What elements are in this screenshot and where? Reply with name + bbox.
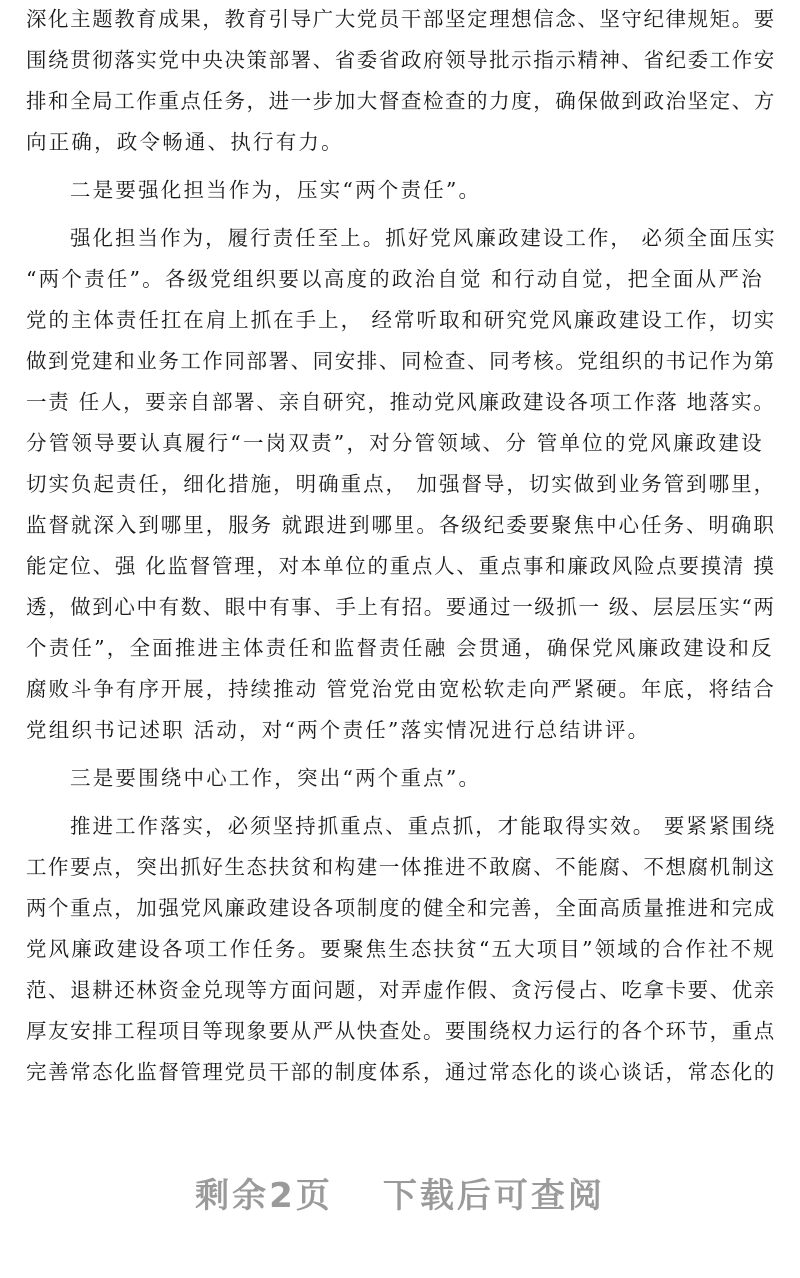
text-line: 排和全局工作重点任务，进一步加大督查检查的力度，确保做到政治坚定、方 bbox=[26, 89, 776, 113]
section-heading: 二是要强化担当作为，压实“两个责任”。 bbox=[70, 178, 482, 202]
text-line: 向正确，政令畅通、执行有力。 bbox=[26, 130, 344, 154]
text-line: 推进工作落实，必须坚持抓重点、重点抓，才能取得实效。 要紧紧围绕 bbox=[70, 814, 777, 838]
remaining-pages-label: 剩余2页 bbox=[195, 1176, 333, 1216]
text-line: 分管领导要认真履行“一岗双责”，对分管领域、分 管单位的党风廉政建设 bbox=[26, 431, 764, 455]
text-line: 党风廉政建设各项工作任务。要聚焦生态扶贫“五大项目”领域的合作社不规 bbox=[26, 937, 776, 961]
text-line: 完善常态化监督管理党员干部的制度体系，通过常态化的谈心谈话，常态化的 bbox=[26, 1060, 776, 1084]
download-label: 下载后可查阅 bbox=[382, 1176, 605, 1216]
text-line: 党的主体责任扛在肩上抓在手上， 经常听取和研究党风廉政建设工作，切实 bbox=[26, 308, 777, 332]
text-line: 一责 任人，要亲自部署、亲自研究，推动党风廉政建设各项工作落 地落实。 bbox=[26, 390, 776, 414]
text-line: “两个责任”。各级党组织要以高度的政治自觉 和行动自觉，把全面从严治 bbox=[26, 267, 764, 291]
text-line: 个责任”，全面推进主体责任和监督责任融 会贯通，确保党风廉政建设和反 bbox=[26, 636, 774, 660]
text-line: 切实负起责任，细化措施，明确重点， 加强督导，切实做到业务管到哪里， bbox=[26, 472, 777, 496]
text-line: 范、退耕还林资金兑现等方面问题，对弄虚作假、贪污侵占、吃拿卡要、优亲 bbox=[26, 978, 776, 1002]
text-line: 党组织书记述职 活动，对“两个责任”落实情况进行总结讲评。 bbox=[26, 718, 651, 742]
text-line: 监督就深入到哪里，服务 就跟进到哪里。各级纪委要聚焦中心任务、明确职 bbox=[26, 513, 776, 537]
text-line: 透，做到心中有数、眼中有事、手上有招。要通过一级抓一 级、层层压实“两 bbox=[26, 595, 776, 619]
text-line: 能定位、强 化监督管理，对本单位的重点人、重点事和廉政风险点要摸清 摸 bbox=[26, 554, 776, 578]
text-line: 做到党建和业务工作同部署、同安排、同检查、同考核。党组织的书记作为第 bbox=[26, 349, 776, 373]
text-line: 工作要点，突出抓好生态扶贫和构建一体推进不敢腐、不能腐、不想腐机制这 bbox=[26, 855, 776, 879]
text-line: 腐败斗争有序开展，持续推动 管党治党由宽松软走向严紧硬。年底，将结合 bbox=[26, 677, 776, 701]
section-heading: 三是要围绕中心工作，突出“两个重点”。 bbox=[70, 766, 482, 790]
download-prompt[interactable] bbox=[0, 1168, 800, 1217]
text-line: 强化担当作为，履行责任至上。抓好党风廉政建设工作， 必须全面压实 bbox=[70, 226, 777, 250]
text-line: 围绕贯彻落实党中央决策部署、省委省政府领导批示指示精神、省纪委工作安 bbox=[26, 48, 776, 72]
text-line: 深化主题教育成果，教育引导广大党员干部坚定理想信念、坚守纪律规矩。要 bbox=[26, 7, 776, 31]
text-line: 厚友安排工程项目等现象要从严从快查处。要围绕权力运行的各个环节，重点 bbox=[26, 1019, 776, 1043]
text-line: 两个重点，加强党风廉政建设各项制度的健全和完善，全面高质量推进和完成 bbox=[26, 896, 776, 920]
